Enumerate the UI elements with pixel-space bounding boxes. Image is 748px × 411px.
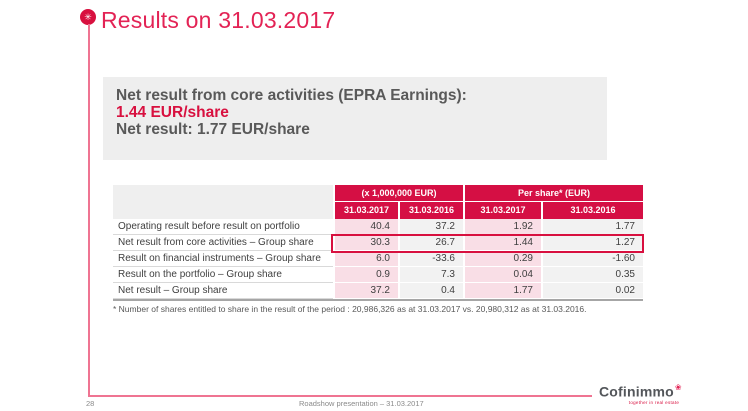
row-label: Result on the portfolio – Group share [113,267,333,283]
table-row-highlighted [113,235,643,251]
page-number: 28 [86,399,95,408]
cell-value: 7.3 [400,267,463,283]
cell-value: 0.02 [543,283,643,299]
row-label: Result on financial instruments – Group share [113,251,333,267]
table-row [113,251,643,267]
accent-vertical-line [88,24,90,395]
row-label: Operating result before result on portfolio [113,219,333,235]
key-results-line3: Net result: 1.77 EUR/share [116,121,310,138]
cell-value: 1.27 [543,235,643,251]
row-label: Net result – Group share [113,283,333,299]
table-row [113,219,643,235]
cell-value: -1.60 [543,251,643,267]
logo-flower-icon: ❀ [674,383,682,392]
cell-value: 0.35 [543,267,643,283]
row-label: Net result from core activities – Group share [113,235,333,251]
cell-value: 37.2 [400,219,463,235]
footer-text: Roadshow presentation – 31.03.2017 [299,399,424,408]
key-results-line2: 1.44 EUR/share [116,104,229,121]
label-column-header [113,202,333,219]
column-header: 31.03.2016 [400,202,463,219]
key-results-line1: Net result from core activities (EPRA Earnings): [116,87,467,104]
group-header-millions: (x 1,000,000 EUR) [335,185,463,202]
cell-value: 0.29 [465,251,541,267]
cell-value: -33.6 [400,251,463,267]
cell-value: 1.44 [465,235,541,251]
cell-value: 1.77 [465,283,541,299]
cell-value: 6.0 [335,251,398,267]
logo-tagline: together in real estate [628,400,680,406]
table-footnote: * Number of shares entitled to share in the result of the period : 20,986,326 as at 31.03.2017 vs. 20,980,312 as at 31.03.2016. [113,304,587,314]
cofinimmo-logo [599,383,709,405]
table-group-header-row [113,185,643,202]
page-title: Results on 31.03.2017 [101,7,336,33]
cell-value: 30.3 [335,235,398,251]
column-header: 31.03.2017 [465,202,541,219]
accent-horizontal-line [88,395,592,397]
group-header-per-share: Per share* (EUR) [465,185,643,202]
column-header: 31.03.2017 [335,202,398,219]
column-header: 31.03.2016 [543,202,643,219]
key-results-box [103,77,607,160]
cell-value: 0.9 [335,267,398,283]
cell-value: 37.2 [335,283,398,299]
table-row [113,267,643,283]
table-row [113,283,643,299]
cell-value: 26.7 [400,235,463,251]
cell-value: 0.4 [400,283,463,299]
label-column-header [113,185,333,202]
cell-value: 0.04 [465,267,541,283]
table-column-header-row [113,202,643,219]
asterisk-bullet-icon: ✳ [80,9,96,25]
cell-value: 40.4 [335,219,398,235]
results-table [113,185,643,301]
cell-value: 1.77 [543,219,643,235]
table-bottom-border [113,299,643,301]
cell-value: 1.92 [465,219,541,235]
logo-name: Cofinimmo [599,383,674,400]
